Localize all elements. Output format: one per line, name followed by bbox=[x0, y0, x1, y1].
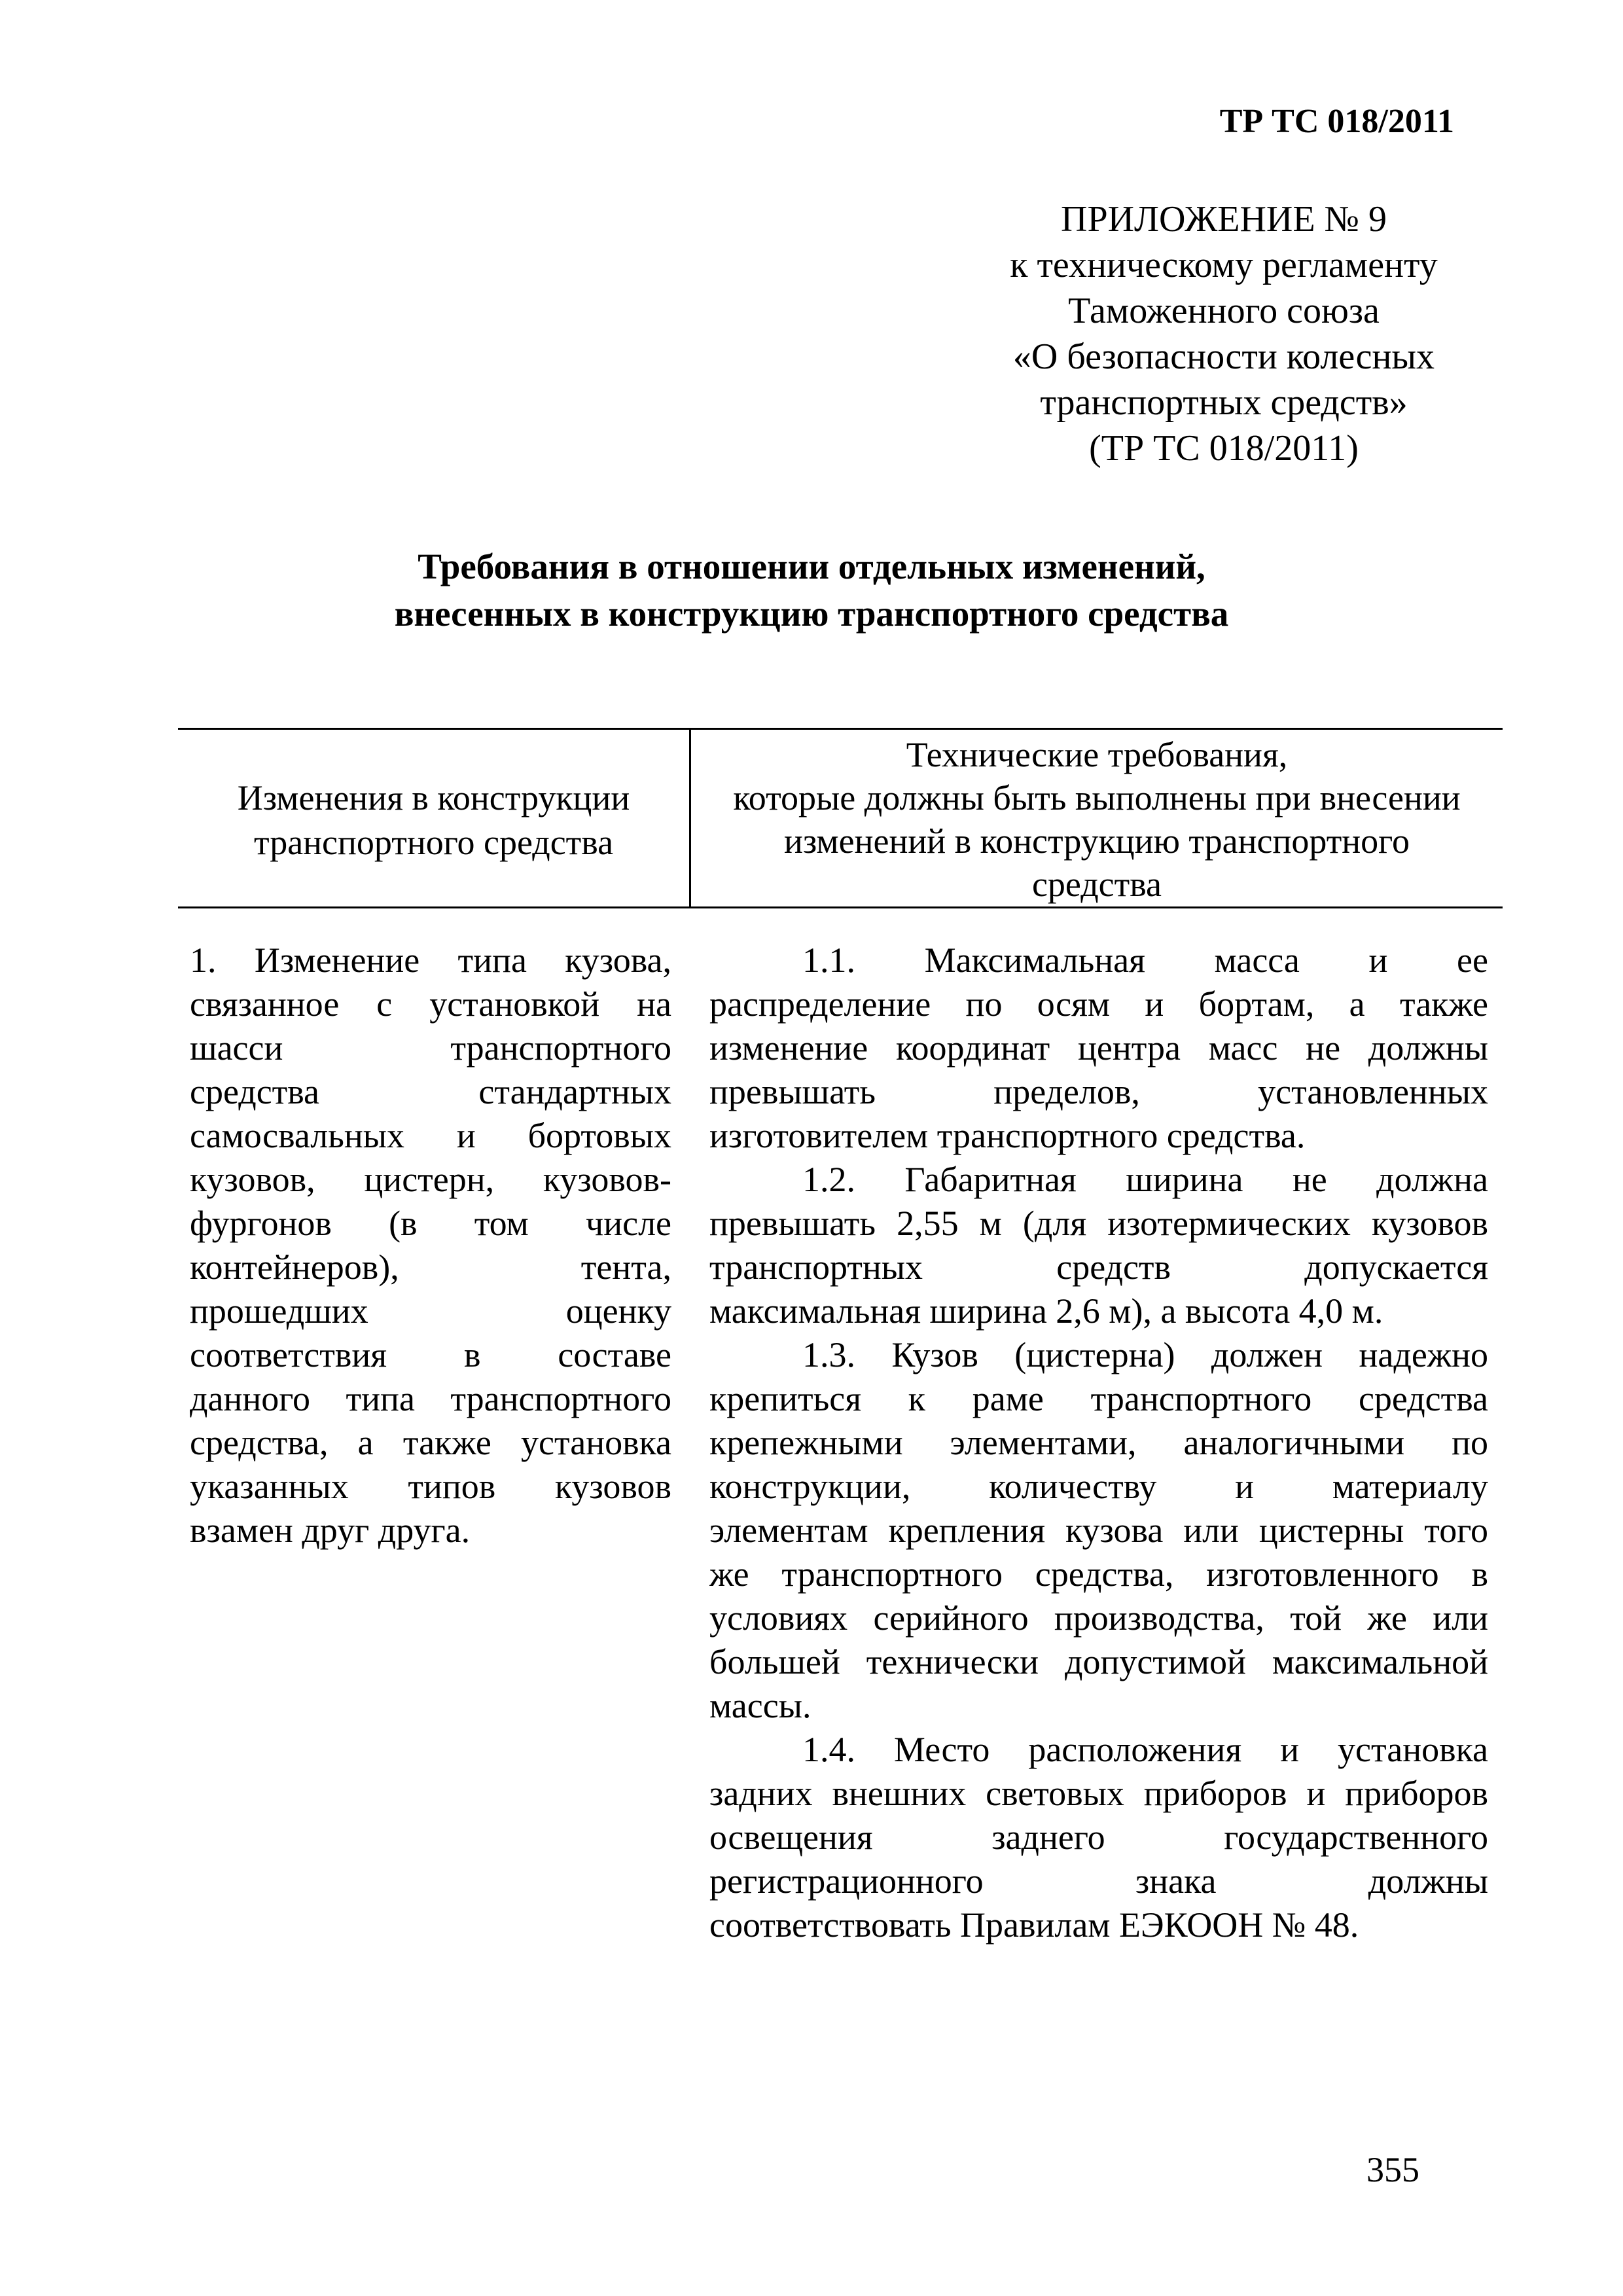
text-line: 1. Изменение типа кузова, bbox=[190, 941, 671, 980]
text-line: связанное с установкой на bbox=[190, 984, 671, 1024]
text-line: транспортных средств допускается bbox=[709, 1247, 1488, 1287]
text-line: распределение по осям и бортам, а также bbox=[709, 984, 1488, 1024]
text-line: превышать пределов, установленных bbox=[709, 1072, 1488, 1111]
text-line: задних внешних световых приборов и приборов bbox=[709, 1774, 1488, 1813]
appendix-block bbox=[883, 196, 1564, 471]
header-line: транспортного средства bbox=[253, 823, 614, 862]
text-line: 1.2. Габаритная ширина не должна bbox=[802, 1160, 1488, 1199]
text-line: указанных типов кузовов bbox=[190, 1467, 671, 1506]
text-line: массы. bbox=[709, 1686, 812, 1725]
text-line: превышать 2,55 м (для изотермических кузовов bbox=[709, 1204, 1488, 1243]
document-code: ТР ТС 018/2011 bbox=[1219, 103, 1454, 140]
requirement-item-1-2 bbox=[709, 1158, 1488, 1333]
header-line: Изменения в конструкции bbox=[237, 778, 630, 817]
text-line: большей технически допустимой максимальной bbox=[709, 1642, 1488, 1681]
text-line: фургонов (в том числе bbox=[190, 1204, 671, 1243]
text-line: прошедших оценку bbox=[190, 1291, 671, 1331]
appendix-line: транспортных средств» bbox=[1040, 382, 1408, 423]
table-row bbox=[178, 908, 1503, 1947]
text-line: 1.1. Максимальная масса и ее bbox=[802, 941, 1488, 980]
appendix-line: Таможенного союза bbox=[1068, 291, 1380, 331]
header-line: средства bbox=[1031, 865, 1162, 904]
text-line: контейнеров), тента, bbox=[190, 1247, 671, 1287]
header-line: изменений в конструкцию транспортного bbox=[783, 821, 1410, 861]
text-line: изготовителем транспортного средства. bbox=[709, 1116, 1306, 1155]
text-line: максимальная ширина 2,6 м), а высота 4,0 м. bbox=[709, 1291, 1383, 1331]
text-line: крепиться к раме транспортного средства bbox=[709, 1379, 1488, 1418]
header-line: Технические требования, bbox=[906, 735, 1288, 774]
text-line: конструкции, количеству и материалу bbox=[709, 1467, 1488, 1506]
appendix-line: «О безопасности колесных bbox=[1012, 336, 1435, 377]
requirement-item-1-3 bbox=[709, 1333, 1488, 1728]
text-line: средства, а также установка bbox=[190, 1423, 671, 1462]
column-header-changes bbox=[178, 730, 691, 906]
text-line: шасси транспортного bbox=[190, 1028, 671, 1067]
column-header-requirements bbox=[691, 730, 1503, 906]
requirements-cell bbox=[691, 939, 1503, 1947]
text-line: освещения заднего государственного bbox=[709, 1818, 1488, 1857]
text-line: условиях серийного производства, той же или bbox=[709, 1598, 1488, 1638]
text-line: изменение координат центра масс не должны bbox=[709, 1028, 1488, 1067]
text-line: регистрационного знака должны bbox=[709, 1861, 1488, 1901]
appendix-line: ПРИЛОЖЕНИЕ № 9 bbox=[1061, 199, 1387, 240]
title-line: внесенных в конструкцию транспортного средства bbox=[394, 594, 1229, 634]
document-title bbox=[0, 543, 1623, 637]
table-header-row bbox=[178, 730, 1503, 908]
header-line: которые должны быть выполнены при внесении bbox=[733, 778, 1461, 817]
text-line: же транспортного средства, изготовленного в bbox=[709, 1554, 1488, 1594]
title-line: Требования в отношении отдельных изменений, bbox=[418, 547, 1205, 586]
text-line: крепежными элементами, аналогичными по bbox=[709, 1423, 1488, 1462]
text-line: соответствия в составе bbox=[190, 1335, 671, 1374]
text-line: самосвальных и бортовых bbox=[190, 1116, 671, 1155]
text-line: взамен друг друга. bbox=[190, 1511, 471, 1550]
requirement-item-1-1 bbox=[709, 939, 1488, 1158]
requirement-item-1-4 bbox=[709, 1728, 1488, 1947]
text-line: 1.4. Место расположения и установка bbox=[802, 1730, 1488, 1769]
text-line: 1.3. Кузов (цистерна) должен надежно bbox=[802, 1335, 1488, 1374]
requirements-table bbox=[178, 728, 1503, 1947]
change-description-cell bbox=[178, 939, 691, 1947]
text-line: соответствовать Правилам ЕЭКООН № 48. bbox=[709, 1905, 1359, 1945]
page-number: 355 bbox=[1366, 2150, 1419, 2189]
appendix-line: к техническому регламенту bbox=[1010, 245, 1438, 285]
appendix-line: (ТР ТС 018/2011) bbox=[1089, 428, 1359, 469]
text-line: элементам крепления кузова или цистерны того bbox=[709, 1511, 1488, 1550]
text-line: кузовов, цистерн, кузовов- bbox=[190, 1160, 671, 1199]
text-line: данного типа транспортного bbox=[190, 1379, 671, 1418]
text-line: средства стандартных bbox=[190, 1072, 671, 1111]
